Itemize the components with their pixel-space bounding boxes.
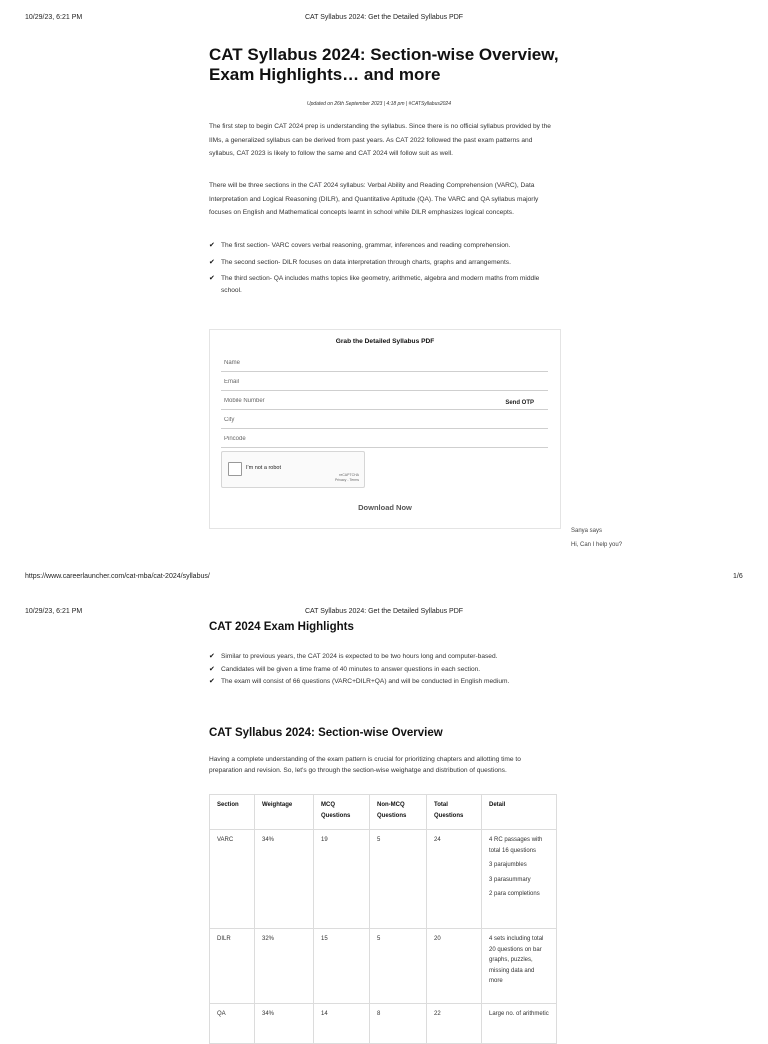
table-row: QA 34% 14 8 22 Large no. of arithmetic: [210, 1004, 557, 1044]
checkmark-icon: ✔: [209, 653, 215, 660]
pincode-field[interactable]: [221, 430, 548, 448]
list-item: ✔ The third section- QA includes maths topics like geometry, arithmetic, algebra and modern maths from middle school.: [209, 275, 540, 294]
checkmark-icon: ✔: [209, 678, 215, 685]
list-item: ✔ Similar to previous years, the CAT 2024 is expected to be two hours long and computer-based.: [209, 651, 551, 663]
checkmark-icon: ✔: [209, 275, 215, 282]
overview-paragraph: Having a complete understanding of the exam pattern is crucial for prioritizing chapters and allotting time to preparation and revision. So, let's go through the section-wise weighatge and distribution of questions.: [209, 756, 521, 774]
column-header: Section: [210, 795, 255, 830]
chat-message[interactable]: Hi, Can I help you?: [571, 542, 623, 548]
send-otp-button[interactable]: Send OTP: [505, 400, 534, 406]
table-row: VARC 34% 19 5 24 4 RC passages with total 16 questions 3 parajumbles 3 parasummary 2 para completions: [210, 830, 557, 929]
print-page-number: 1/6: [733, 573, 743, 580]
recaptcha-widget: [221, 451, 365, 488]
recaptcha-logo: reCAPTCHA Privacy - Terms: [334, 473, 359, 482]
print-doc-title: CAT Syllabus 2024: Get the Detailed Syllabus PDF: [304, 14, 464, 21]
mobile-field[interactable]: [221, 392, 548, 410]
print-timestamp-2: 10/29/23, 6:21 PM: [25, 608, 83, 615]
list-item: ✔ The exam will consist of 66 questions (VARC+DILR+QA) and will be conducted in English medium.: [209, 676, 551, 688]
checkmark-icon: ✔: [209, 242, 215, 249]
chat-agent-name[interactable]: Sanya says: [571, 528, 603, 534]
list-item: ✔ The second section- DILR focuses on data interpretation through charts, graphs and arrangements.: [209, 257, 551, 269]
syllabus-table: [209, 794, 557, 1044]
download-now-button[interactable]: Download Now: [210, 502, 560, 513]
highlights-list: [209, 651, 551, 688]
sections-paragraph: There will be three sections in the CAT 2024 syllabus: Verbal Ability and Reading Comprehension (VARC), Data Interpretation and Logical Reasoning (DILR), and Quantitative Aptitude (QA). The VARC and QA syllabus majorly focuses on English and Mathematical concepts learnt in school while DILR emphasizes logical concepts.: [209, 182, 539, 216]
form-title: Grab the Detailed Syllabus PDF: [335, 338, 435, 345]
column-header: Non-MCQ Questions: [370, 795, 427, 830]
list-item: ✔ The first section- VARC covers verbal reasoning, grammar, inferences and reading comprehension.: [209, 240, 551, 252]
list-item: ✔ Candidates will be given a time frame of 40 minutes to answer questions in each section.: [209, 664, 551, 676]
email-field[interactable]: [221, 373, 548, 391]
table-row: DILR 32% 15 5 20 4 sets including total 20 questions on bar graphs, puzzles, missing data and more: [210, 929, 557, 1004]
checkmark-icon: ✔: [209, 665, 215, 673]
print-footer-url: https://www.careerlauncher.com/cat-mba/cat-2024/syllabus/: [25, 573, 210, 580]
column-header: MCQ Questions: [314, 795, 370, 830]
city-field[interactable]: [221, 411, 548, 429]
column-header: Weightage: [255, 795, 314, 830]
section-bullet-list: [209, 240, 551, 296]
updated-line: Updated on 26th September 2023 | 4:18 pm | #CATSyllabus2024: [307, 101, 451, 107]
name-field[interactable]: [221, 354, 548, 372]
page-title: CAT Syllabus 2024: Section-wise Overview, Exam Highlights… and more: [209, 45, 559, 84]
column-header: Detail: [482, 795, 557, 830]
column-header: Total Questions: [427, 795, 482, 830]
print-timestamp: 10/29/23, 6:21 PM: [25, 14, 83, 21]
syllabus-form: [209, 329, 561, 529]
captcha-checkbox[interactable]: [228, 462, 242, 476]
overview-heading: CAT Syllabus 2024: Section-wise Overview: [209, 727, 443, 739]
checkmark-icon: ✔: [209, 258, 215, 266]
table-header-row: [210, 795, 557, 830]
intro-paragraph: The first step to begin CAT 2024 prep is understanding the syllabus. Since there is no official syllabus provided by the IIMs, a generalized syllabus can be derived from past years. As CAT 2022 followed the past exam patterns and syllabus, CAT 2023 is likely to follow the same and CAT 2024 will follow suit as well.: [209, 123, 551, 157]
print-doc-title-2: CAT Syllabus 2024: Get the Detailed Syllabus PDF: [304, 608, 464, 615]
highlights-heading: CAT 2024 Exam Highlights: [209, 621, 354, 633]
captcha-label: I'm not a robot: [246, 465, 281, 471]
